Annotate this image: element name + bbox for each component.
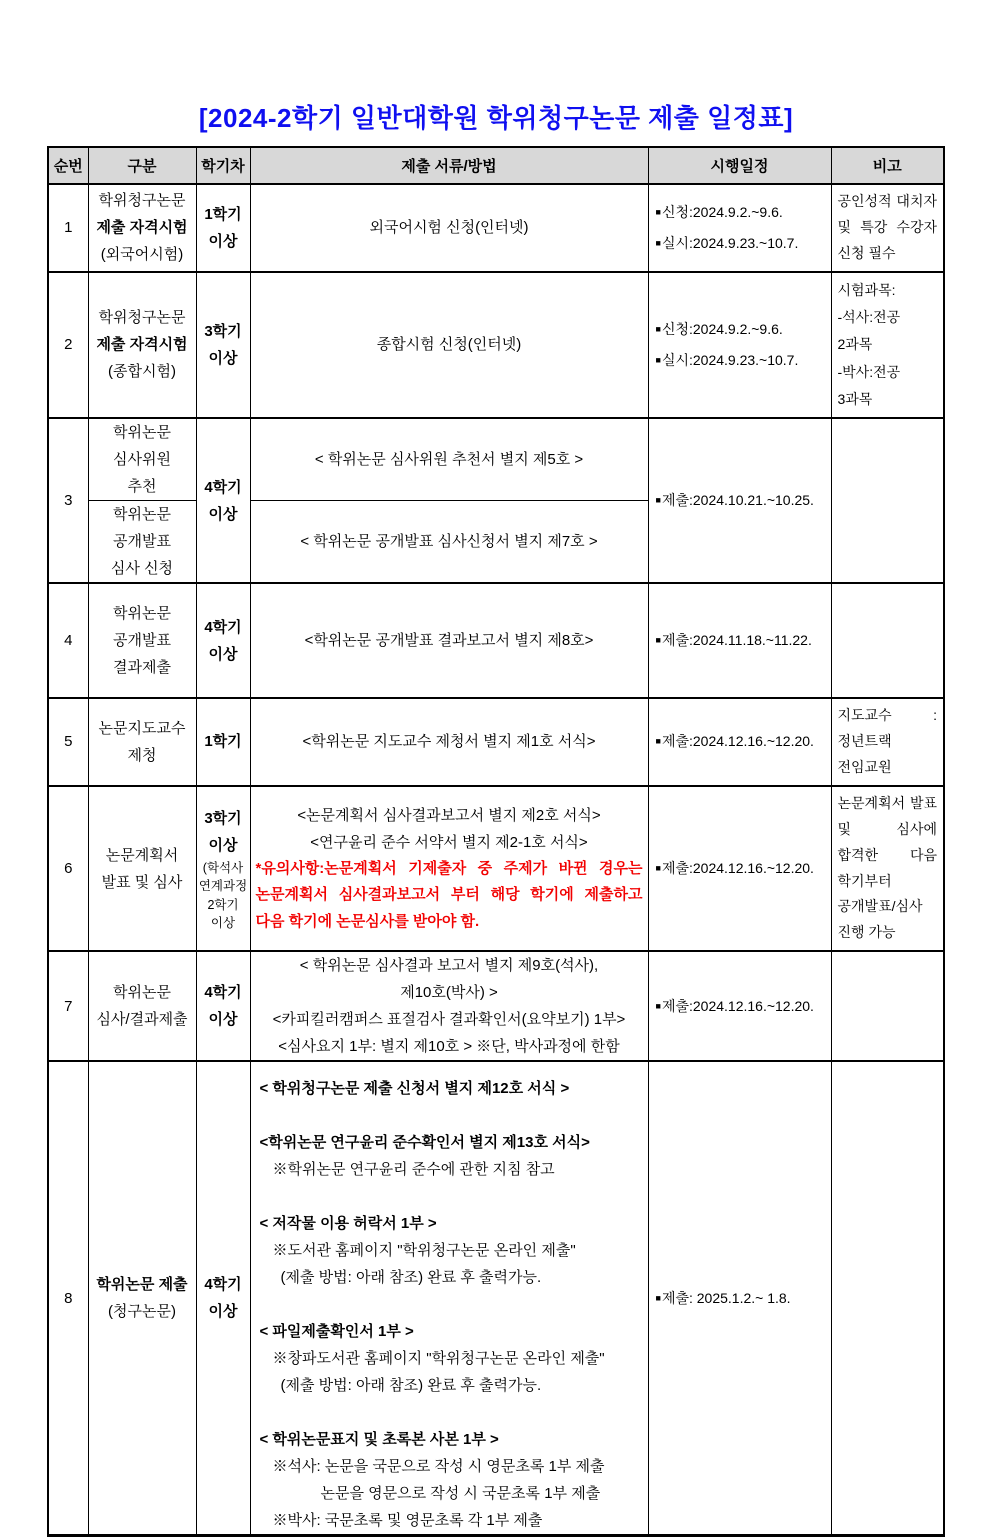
header-semester: 학기차 <box>196 147 250 184</box>
category-line: 결과제출 <box>113 659 171 677</box>
category-line: 제출 자격시험 <box>96 219 188 237</box>
schedule-line <box>656 202 829 223</box>
doc-block <box>260 1075 642 1102</box>
row-category <box>88 583 196 698</box>
row-category <box>88 1061 196 1536</box>
category-line: 학위논문 <box>113 605 171 623</box>
square-bullet-icon: ■ <box>655 1292 661 1303</box>
category-line: 학위청구논문 <box>98 192 186 210</box>
row-semester <box>196 583 250 698</box>
category-line: 심사위원 <box>113 451 171 469</box>
doc-heading: <학위논문 연구윤리 준수확인서 별지 제13호 서식> <box>259 1134 590 1152</box>
header-note: 비고 <box>831 147 944 184</box>
doc-heading: < 저작물 이용 허락서 1부 > <box>259 1215 437 1233</box>
row-no: 7 <box>48 951 88 1061</box>
semester-line: 이상 <box>208 1303 238 1321</box>
row-category <box>88 418 196 501</box>
schedule-text: 제출:2024.12.16.~12.20. <box>661 860 814 876</box>
schedule-line <box>656 731 829 752</box>
doc-heading: < 학위청구논문 제출 신청서 별지 제12호 서식 > <box>259 1080 570 1098</box>
header-category: 구분 <box>88 147 196 184</box>
row-schedule <box>648 786 831 951</box>
row-no: 1 <box>48 184 88 272</box>
header-row <box>48 147 944 184</box>
category-line: 추천 <box>127 478 157 496</box>
row-category <box>88 951 196 1061</box>
table-row <box>48 698 944 786</box>
category-line: 제청 <box>127 746 157 764</box>
doc-line: <논문계획서 심사결과보고서 별지 제2호 서식> <box>297 807 601 825</box>
row-semester <box>196 698 250 786</box>
category-line: 공개발표 <box>113 632 171 650</box>
row-documents <box>250 501 648 584</box>
category-line: (종합시험) <box>108 363 176 381</box>
semester-line: 이상 <box>208 232 238 250</box>
note-cell-empty <box>831 1061 944 1536</box>
doc-heading: < 파일제출확인서 1부 > <box>259 1323 414 1341</box>
square-bullet-icon: ■ <box>655 1000 661 1011</box>
doc-detail: (제출 방법: 아래 참조) 완료 후 출력가능. <box>280 1269 542 1287</box>
row-semester <box>196 786 250 951</box>
doc-detail: ※창파도서관 홈페이지 "학위청구논문 온라인 제출" <box>272 1350 605 1368</box>
category-line: (청구논문) <box>108 1303 176 1321</box>
square-bullet-icon: ■ <box>655 736 661 747</box>
doc-heading: < 학위논문표지 및 초록본 사본 1부 > <box>259 1431 499 1449</box>
doc-detail: ※석사: 논문을 국문으로 작성 시 영문초록 1부 제출 <box>272 1458 605 1476</box>
doc-line: <카피킬러캠퍼스 표절검사 결과확인서(요약보기) 1부> <box>272 1011 626 1029</box>
row-note <box>831 272 944 418</box>
doc-line: <연구윤리 준수 서약서 별지 제2-1호 서식> <box>310 834 588 852</box>
doc-detail: 논문을 영문으로 작성 시 국문초록 1부 제출 <box>320 1485 601 1503</box>
table-row <box>48 184 944 272</box>
header-no: 순번 <box>48 147 88 184</box>
row-schedule <box>648 583 831 698</box>
square-bullet-icon: ■ <box>655 495 661 506</box>
row-category <box>88 786 196 951</box>
category-line: 심사 신청 <box>110 560 174 578</box>
category-line: 학위논문 <box>113 506 171 524</box>
row-note: 공인성적 대치자 및 특강 수강자 신청 필수 <box>831 184 944 272</box>
doc-line: 외국어시험 신청(인터넷) <box>369 219 529 237</box>
schedule-line <box>656 350 829 371</box>
schedule-text: 제출:2024.12.16.~12.20. <box>661 997 814 1014</box>
schedule-text: 실시:2024.9.23.~10.7. <box>661 234 799 251</box>
square-bullet-icon: ■ <box>655 206 661 217</box>
doc-detail: (제출 방법: 아래 참조) 완료 후 출력가능. <box>280 1377 542 1395</box>
row-category <box>88 184 196 272</box>
row-no: 8 <box>48 1061 88 1536</box>
doc-block <box>260 1129 642 1183</box>
doc-line: < 학위논문 공개발표 심사신청서 별지 제7호 > <box>300 533 598 551</box>
category-line: 논문계획서 <box>105 846 179 864</box>
doc-block <box>260 1318 642 1399</box>
note-line: 시험과목: <box>837 281 896 298</box>
note-cell-empty <box>831 583 944 698</box>
semester-line: 이상 <box>208 1011 238 1029</box>
row-documents <box>250 583 648 698</box>
schedule-line <box>656 996 829 1017</box>
category-line: (외국어시험) <box>100 246 184 264</box>
table-row <box>48 1061 944 1536</box>
row-documents <box>250 786 648 951</box>
semester-line: 3학기 <box>204 322 242 340</box>
doc-line: 제10호(박사) > <box>400 984 498 1002</box>
semester-line: 4학기 <box>204 1276 242 1294</box>
doc-block <box>260 1426 642 1534</box>
semester-note-line: 연계과정 <box>198 879 248 894</box>
doc-line: <학위논문 공개발표 결과보고서 별지 제8호> <box>304 632 594 650</box>
row-documents <box>250 418 648 501</box>
category-line: 학위논문 <box>113 984 171 1002</box>
category-line: 학위논문 <box>113 424 171 442</box>
row-schedule <box>648 698 831 786</box>
square-bullet-icon: ■ <box>655 863 661 873</box>
doc-line: < 학위논문 심사결과 보고서 별지 제9호(석사), <box>299 957 599 975</box>
thesis-schedule-table <box>47 146 945 1537</box>
schedule-text: 신청:2024.9.2.~9.6. <box>661 320 783 337</box>
row-schedule <box>648 951 831 1061</box>
row-documents <box>250 698 648 786</box>
semester-line: 4학기 <box>204 984 242 1002</box>
doc-line: <학위논문 지도교수 제청서 별지 제1호 서식> <box>302 733 596 751</box>
row-category <box>88 501 196 584</box>
row-no: 3 <box>48 418 88 583</box>
semester-line: 이상 <box>208 505 238 523</box>
doc-line: < 학위논문 심사위원 추천서 별지 제5호 > <box>314 451 584 469</box>
row-semester <box>196 184 250 272</box>
schedule-line <box>656 233 829 254</box>
schedule-line <box>656 630 829 651</box>
category-line: 학위청구논문 <box>98 309 186 327</box>
row-note: 논문계획서 발표 및 심사에 합격한 다음 학기부터 공개발표/심사 진행 가능 <box>831 786 944 951</box>
row-category <box>88 272 196 418</box>
doc-line: <심사요지 1부: 별지 제10호 > ※단, 박사과정에 한함 <box>278 1038 620 1056</box>
table-row <box>48 272 944 418</box>
semester-line: 이상 <box>208 349 238 367</box>
semester-line: 3학기 <box>204 810 242 828</box>
square-bullet-icon: ■ <box>655 237 661 248</box>
schedule-line <box>656 490 829 511</box>
note-cell-empty <box>831 418 944 583</box>
schedule-text: 제출:2024.12.16.~12.20. <box>661 733 814 750</box>
schedule-line <box>656 1288 829 1309</box>
note-line: -석사:전공 2과목 <box>837 308 901 353</box>
note-cell-empty <box>831 951 944 1061</box>
semester-note-line: 2학기 <box>207 897 239 912</box>
table-row <box>48 951 944 1061</box>
semester-note-line: (학석사 <box>202 861 244 876</box>
square-bullet-icon: ■ <box>655 635 661 646</box>
row-documents <box>250 1061 648 1536</box>
semester-note-line: 이상 <box>210 915 236 930</box>
semester-line: 4학기 <box>204 478 242 496</box>
category-line: 제출 자격시험 <box>96 336 188 354</box>
category-line: 공개발표 <box>113 533 171 551</box>
schedule-text: 신청:2024.9.2.~9.6. <box>661 203 783 220</box>
row-note: 지도교수 : 정년트랙 전임교원 <box>831 698 944 786</box>
doc-line: 종합시험 신청(인터넷) <box>376 336 522 354</box>
table-row <box>48 583 944 698</box>
header-documents: 제출 서류/방법 <box>250 147 648 184</box>
row-documents <box>250 272 648 418</box>
category-line: 학위논문 제출 <box>96 1276 188 1294</box>
semester-line: 이상 <box>208 645 238 663</box>
row-no: 5 <box>48 698 88 786</box>
row-schedule <box>648 272 831 418</box>
schedule-text: 제출:2024.10.21.~10.25. <box>661 492 814 509</box>
schedule-text: 제출:2024.11.18.~11.22. <box>661 632 812 649</box>
schedule-line <box>656 319 829 340</box>
row-schedule <box>648 1061 831 1536</box>
table-row <box>48 418 944 501</box>
schedule-text: 실시:2024.9.23.~10.7. <box>661 351 799 368</box>
doc-detail: ※도서관 홈페이지 "학위청구논문 온라인 제출" <box>272 1242 576 1260</box>
row-semester <box>196 951 250 1061</box>
row-no: 4 <box>48 583 88 698</box>
warning-text: *유의사항:논문계획서 기제출자 중 주제가 바뀐 경우는 논문계획서 심사결과보고서 부터 해당 학기에 제출하고 다음 학기에 논문심사를 받아야 함. <box>255 860 643 930</box>
row-semester <box>196 272 250 418</box>
note-line: -박사:전공 3과목 <box>837 363 901 407</box>
row-schedule <box>648 418 831 583</box>
square-bullet-icon: ■ <box>655 323 661 334</box>
category-line: 발표 및 심사 <box>101 873 183 891</box>
page-title: [2024-2학기 일반대학원 학위청구논문 제출 일정표] <box>198 103 794 133</box>
row-documents <box>250 184 648 272</box>
row-category <box>88 698 196 786</box>
row-no: 2 <box>48 272 88 418</box>
row-semester <box>196 418 250 583</box>
category-line: 논문지도교수 <box>98 719 186 737</box>
row-no: 6 <box>48 786 88 951</box>
row-schedule <box>648 184 831 272</box>
doc-block <box>260 1210 642 1291</box>
semester-line: 4학기 <box>204 618 242 636</box>
row-semester <box>196 1061 250 1536</box>
row-documents <box>250 951 648 1061</box>
square-bullet-icon: ■ <box>655 354 661 365</box>
category-line: 심사/결과제출 <box>96 1011 188 1029</box>
doc-detail: ※학위논문 연구윤리 준수에 관한 지침 참고 <box>272 1161 555 1179</box>
schedule-line <box>656 858 829 879</box>
schedule-text: 제출: 2025.1.2.~ 1.8. <box>661 1289 791 1306</box>
header-schedule: 시행일정 <box>648 147 831 184</box>
semester-line: 1학기 <box>204 205 242 223</box>
doc-detail: ※박사: 국문초록 및 영문초록 각 1부 제출 <box>272 1512 543 1530</box>
semester-line: 1학기 <box>204 733 242 751</box>
semester-line: 이상 <box>208 837 238 855</box>
table-row <box>48 786 944 951</box>
